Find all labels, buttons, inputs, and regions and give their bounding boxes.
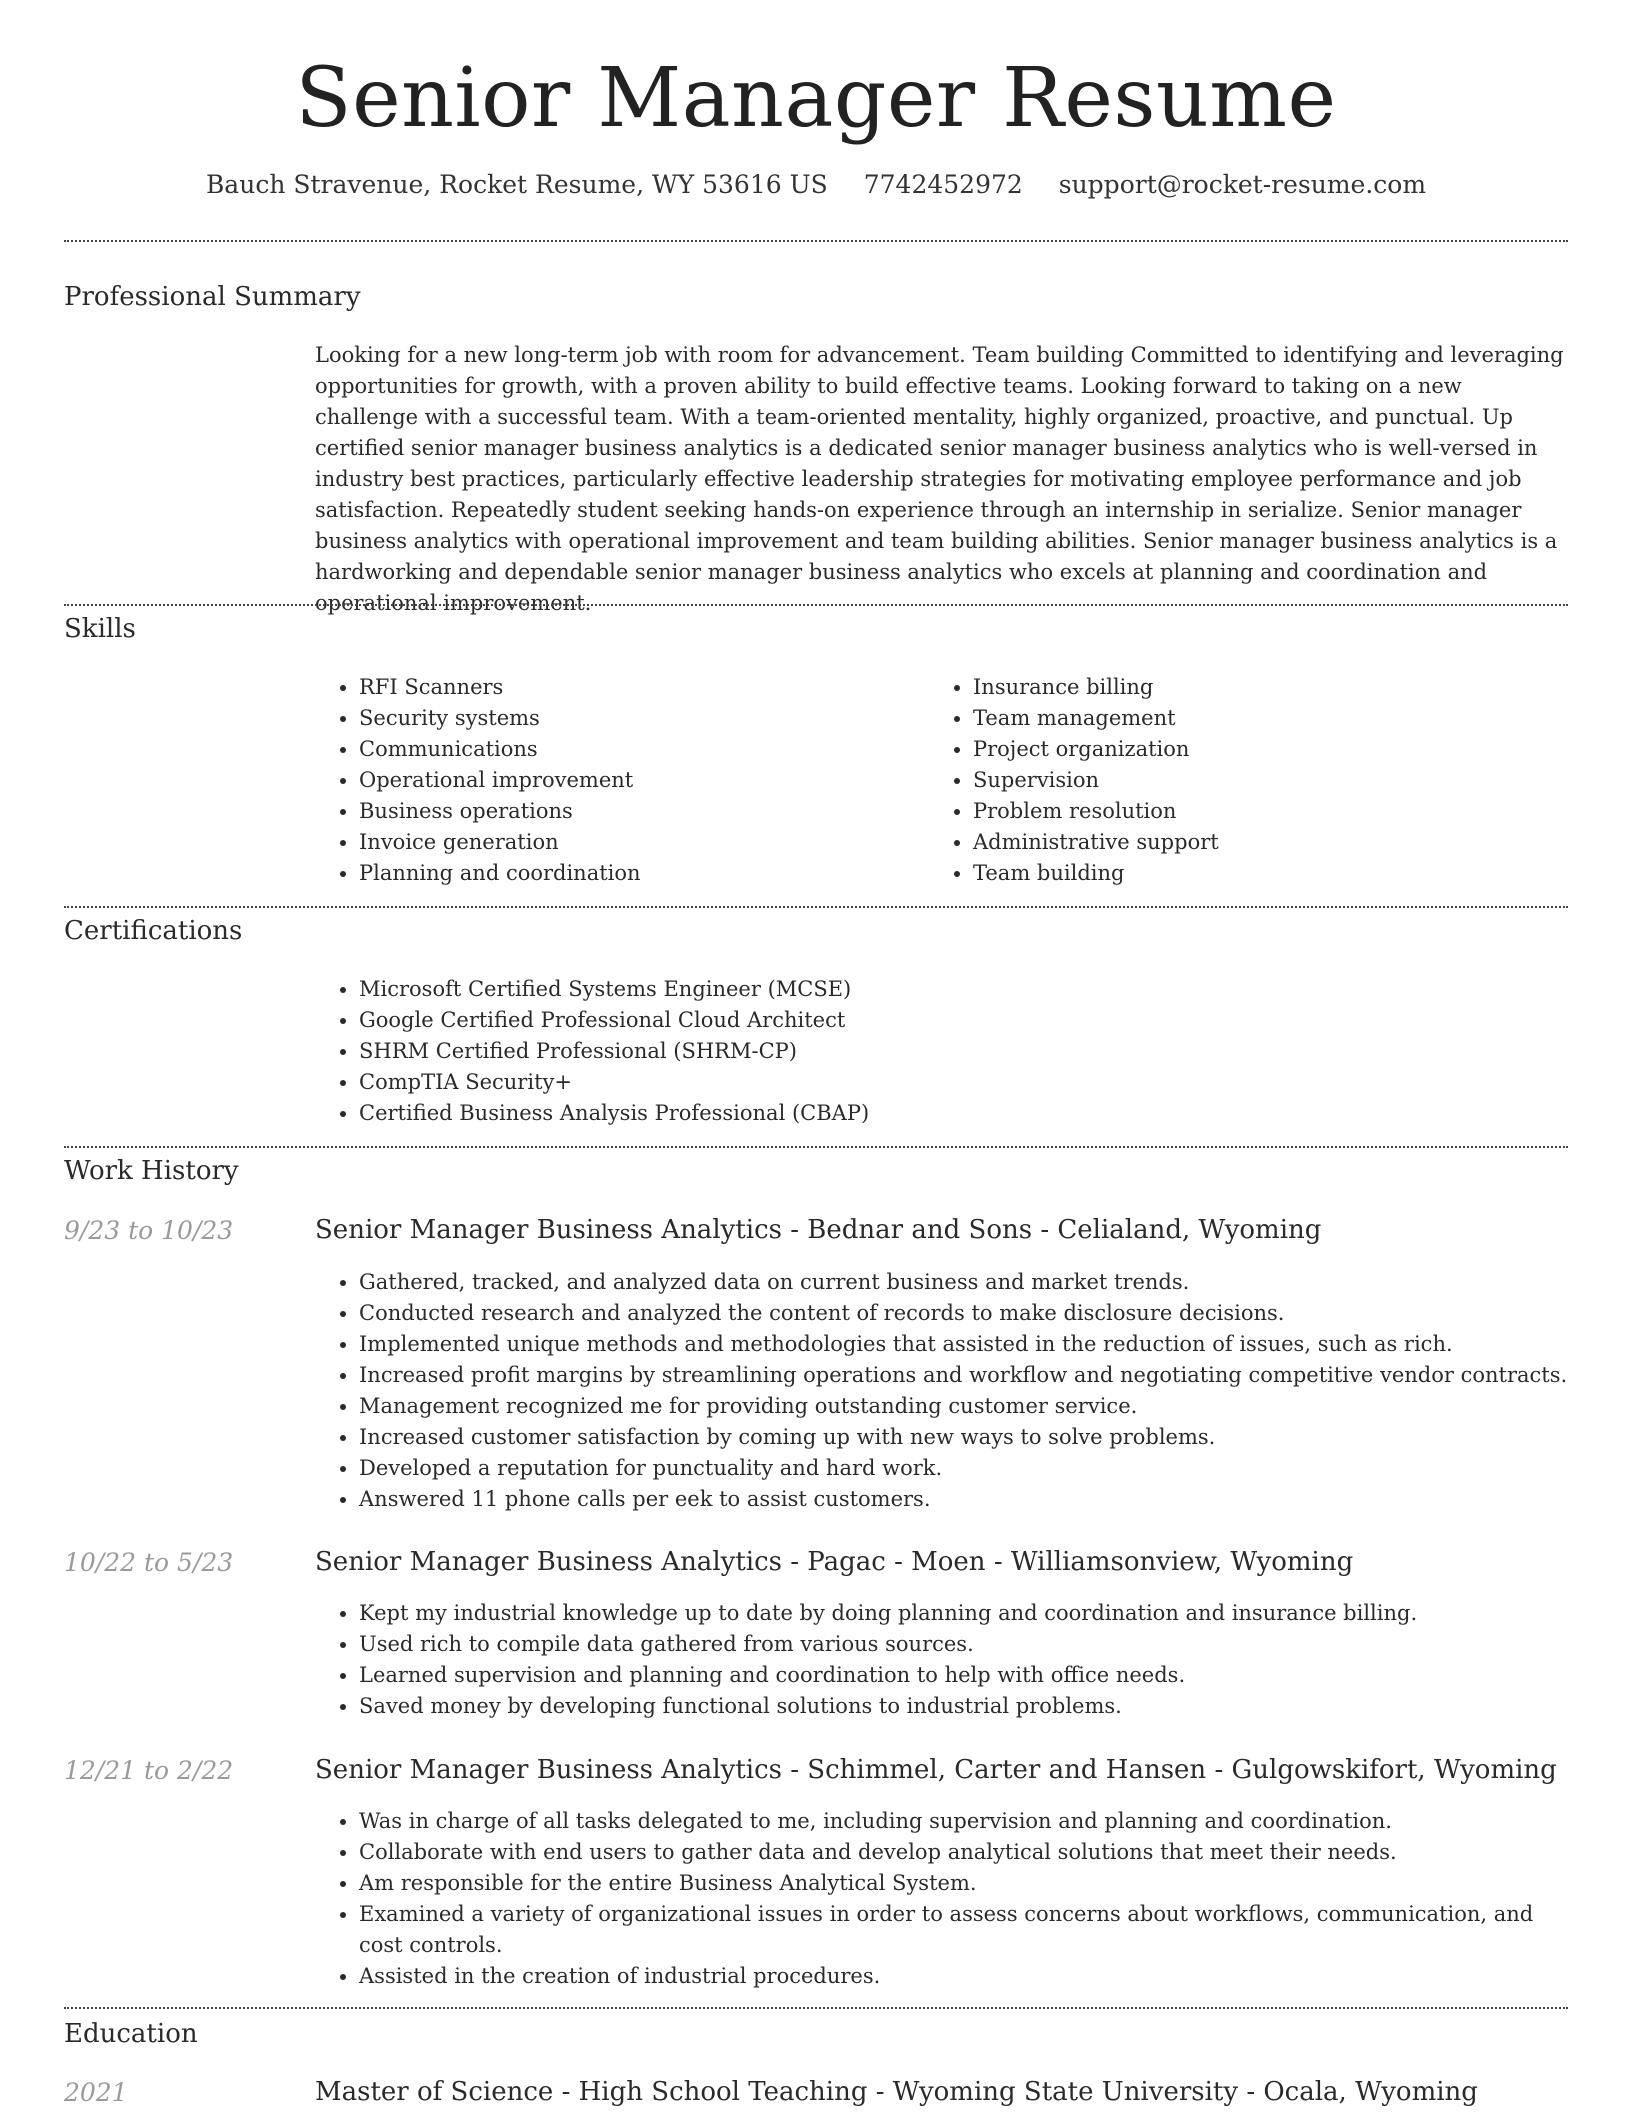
- job-bullet: • Assisted in the creation of industrial procedures.: [359, 1961, 1568, 1992]
- skill-item: • Problem resolution: [973, 796, 1568, 827]
- skill-item: • Communications: [359, 734, 915, 765]
- job-bullet: • Learned supervision and planning and coordination to help with office needs.: [359, 1660, 1568, 1691]
- skill-item: • Project organization: [973, 734, 1568, 765]
- contact-line: [0, 170, 1632, 199]
- job-bullet: • Increased profit margins by streamlining operations and workflow and negotiating competitive vendor contracts.: [359, 1360, 1568, 1391]
- job-title: Senior Manager Business Analytics - Schimmel, Carter and Hansen - Gulgowskifort, Wyoming: [315, 1755, 1557, 1785]
- job-bullet: • Used rich to compile data gathered from various sources.: [359, 1629, 1568, 1660]
- job-title: Senior Manager Business Analytics - Pagac - Moen - Williamsonview, Wyoming: [315, 1547, 1354, 1577]
- summary-heading: Professional Summary: [64, 282, 361, 312]
- certifications-section: [315, 974, 1568, 1129]
- education-title: Master of Science - High School Teaching - Wyoming State University - Ocala, Wyoming: [315, 2077, 1478, 2107]
- skill-item: • Supervision: [973, 765, 1568, 796]
- contact-address: Bauch Stravenue, Rocket Resume, WY 53616 US: [205, 170, 828, 199]
- job-bullets: [315, 1267, 1568, 1515]
- education-date: 2021: [64, 2078, 128, 2107]
- job-bullet: • Am responsible for the entire Business Analytical System.: [359, 1868, 1568, 1899]
- job-bullet: • Conducted research and analyzed the content of records to make disclosure decisions.: [359, 1298, 1568, 1329]
- summary-section: [315, 340, 1568, 619]
- work-history-heading: Work History: [64, 1156, 239, 1186]
- education-heading: Education: [64, 2019, 198, 2049]
- job-bullet: • Was in charge of all tasks delegated to me, including supervision and planning and coordination.: [359, 1806, 1568, 1837]
- skill-item: • Security systems: [359, 703, 915, 734]
- job-title: Senior Manager Business Analytics - Bednar and Sons - Celialand, Wyoming: [315, 1215, 1322, 1245]
- job-date: 10/22 to 5/23: [64, 1548, 234, 1577]
- job-bullet: • Gathered, tracked, and analyzed data on current business and market trends.: [359, 1267, 1568, 1298]
- section-divider: [64, 604, 1568, 606]
- skill-item: • Team management: [973, 703, 1568, 734]
- job-bullet: • Examined a variety of organizational issues in order to assess concerns about workflows, communication, and cost controls.: [359, 1899, 1568, 1961]
- skill-item: • Team building: [973, 858, 1568, 889]
- skills-column-left: [315, 672, 915, 889]
- job-bullet: • Kept my industrial knowledge up to date by doing planning and coordination and insurance billing.: [359, 1598, 1568, 1629]
- section-divider: [64, 906, 1568, 908]
- certification-item: • Google Certified Professional Cloud Architect: [359, 1005, 1568, 1036]
- certification-item: • SHRM Certified Professional (SHRM-CP): [359, 1036, 1568, 1067]
- job-bullet: • Increased customer satisfaction by coming up with new ways to solve problems.: [359, 1422, 1568, 1453]
- job-bullet: • Saved money by developing functional solutions to industrial problems.: [359, 1691, 1568, 1722]
- skill-item: • Business operations: [359, 796, 915, 827]
- job-bullets: [315, 1598, 1568, 1722]
- contact-email: support@rocket-resume.com: [1058, 170, 1427, 199]
- section-divider: [64, 1146, 1568, 1148]
- job-date: 9/23 to 10/23: [64, 1216, 234, 1245]
- summary-text: Looking for a new long-term job with room for advancement. Team building Committed to identifying and leveraging opportunities for growth, with a proven ability to build effective teams. Looking forward to taking on a new challenge with a successful team. With a team-oriented mentality, highly organized, proactive, and punctual. Up certified senior manager business analytics is a dedicated senior manager business analytics who is well-versed in industry best practices, particularly effective leadership strategies for motivating employee performance and job satisfaction. Repeatedly student seeking hands-on experience through an internship in serialize. Senior manager business analytics with operational improvement and team building abilities. Senior manager business analytics is a hardworking and dependable senior manager business analytics who excels at planning and coordination and operational improvement.: [315, 343, 1564, 615]
- certifications-heading: Certifications: [64, 916, 243, 946]
- skills-column-right: [929, 672, 1568, 889]
- skill-item: • Administrative support: [973, 827, 1568, 858]
- job-bullet: • Answered 11 phone calls per eek to assist customers.: [359, 1484, 1568, 1515]
- section-divider: [64, 240, 1568, 242]
- certification-item: • CompTIA Security+: [359, 1067, 1568, 1098]
- skill-item: • Invoice generation: [359, 827, 915, 858]
- skills-heading: Skills: [64, 614, 136, 644]
- certification-item: • Microsoft Certified Systems Engineer (MCSE): [359, 974, 1568, 1005]
- job-bullet: • Implemented unique methods and methodologies that assisted in the reduction of issues, such as rich.: [359, 1329, 1568, 1360]
- job-date: 12/21 to 2/22: [64, 1756, 234, 1785]
- job-bullet: • Collaborate with end users to gather data and develop analytical solutions that meet their needs.: [359, 1837, 1568, 1868]
- section-divider: [64, 2007, 1568, 2009]
- skill-item: • Insurance billing: [973, 672, 1568, 703]
- resume-title: Senior Manager Resume: [295, 51, 1337, 146]
- skill-item: • Operational improvement: [359, 765, 915, 796]
- skill-item: • RFI Scanners: [359, 672, 915, 703]
- certification-item: • Certified Business Analysis Professional (CBAP): [359, 1098, 1568, 1129]
- job-bullets: [315, 1806, 1568, 1992]
- skill-item: • Planning and coordination: [359, 858, 915, 889]
- job-bullet: • Management recognized me for providing outstanding customer service.: [359, 1391, 1568, 1422]
- contact-phone: 7742452972: [863, 170, 1023, 199]
- job-bullet: • Developed a reputation for punctuality and hard work.: [359, 1453, 1568, 1484]
